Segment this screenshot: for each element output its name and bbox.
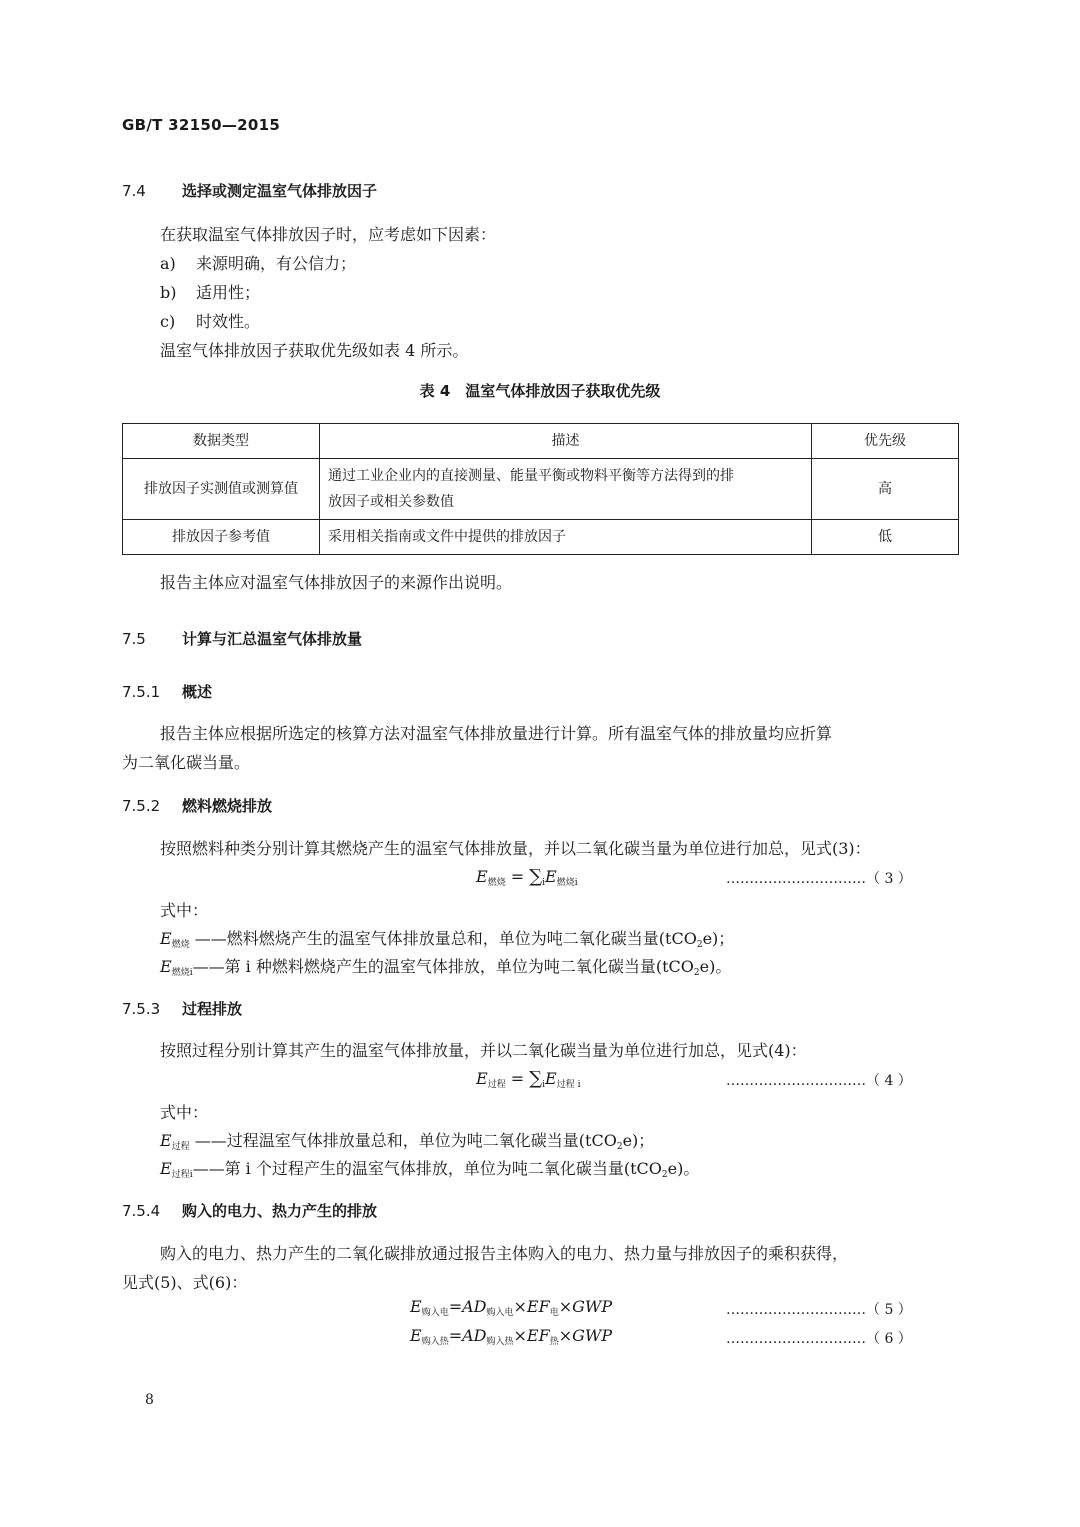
list-marker: c) — [160, 312, 176, 331]
section-heading-7-5 — [122, 628, 362, 649]
equation-leader — [726, 1299, 912, 1319]
def-subscript: 过程 — [171, 1142, 190, 1152]
list-text: 来源明确，有公信力； — [196, 254, 357, 273]
def-subscript: 过程i — [171, 1170, 193, 1180]
formula-subscript: 过程 i — [556, 1080, 581, 1090]
section-number: 7.5.2 — [122, 797, 161, 815]
formula-subscript: 热 — [549, 1337, 559, 1347]
paragraph: 在获取温室气体排放因子时，应考虑如下因素： — [160, 225, 497, 244]
sum-symbol: ∑ — [529, 1068, 543, 1089]
table-cell: 排放因子实测值或测算值 — [123, 459, 320, 520]
table-header-cell: 数据类型 — [123, 424, 320, 459]
equation-number: （ 3 ） — [866, 871, 912, 887]
section-number: 7.5 — [122, 630, 146, 648]
def-subscript: 2 — [696, 940, 703, 950]
equation-number: （ 5 ） — [866, 1302, 912, 1318]
formula-subscript: 燃烧 — [487, 878, 506, 888]
formula-symbol: E — [545, 1069, 557, 1088]
def-symbol: E — [160, 1131, 172, 1150]
section-number: 7.4 — [122, 182, 146, 200]
equation-leader — [726, 1328, 912, 1348]
table-cell: 低 — [812, 520, 959, 555]
table-cell — [320, 459, 812, 520]
def-subscript: 燃烧 — [171, 940, 190, 950]
section-heading-7-5-3 — [122, 998, 242, 1019]
table-cell: 高 — [812, 459, 959, 520]
formula-subscript: 购入电 — [421, 1308, 449, 1318]
leader-dots: ………………………… — [726, 1331, 866, 1347]
formula-subscript: i — [542, 1080, 546, 1090]
formula-6 — [410, 1326, 612, 1347]
paragraph: 为二氧化碳当量。 — [122, 753, 251, 772]
def-text: e)； — [702, 929, 735, 948]
def-text: ——第 i 种燃料燃烧产生的温室气体排放，单位为吨二氧化碳当量(tCO — [192, 957, 694, 976]
def-text: e)。 — [699, 957, 732, 976]
where-label: 式中： — [160, 1103, 209, 1122]
paragraph: 报告主体应根据所选定的核算方法对温室气体排放量进行计算。所有温室气体的排放量均应折算 — [160, 724, 833, 743]
paragraph: 按照过程分别计算其产生的温室气体排放量，并以二氧化碳当量为单位进行加总，见式(4)： — [160, 1041, 807, 1060]
where-label: 式中： — [160, 901, 209, 920]
section-title: 过程排放 — [182, 1000, 243, 1018]
equation-leader — [726, 1070, 912, 1090]
def-subscript: 2 — [661, 1170, 668, 1180]
equation-number: （ 4 ） — [866, 1073, 912, 1089]
formula-5 — [410, 1297, 612, 1318]
formula-symbol: E — [476, 1069, 488, 1088]
list-item — [160, 280, 260, 303]
paragraph: 报告主体应对温室气体排放因子的来源作出说明。 — [160, 573, 513, 592]
sum-symbol: ∑ — [529, 866, 543, 887]
section-title: 选择或测定温室气体排放因子 — [182, 182, 378, 200]
paragraph: 见式(5)、式(6)： — [122, 1273, 248, 1292]
formula-4 — [476, 1068, 580, 1090]
leader-dots: ………………………… — [726, 1302, 866, 1318]
formula-subscript: i — [542, 878, 546, 888]
page-number: 8 — [145, 1392, 154, 1408]
symbol-definition — [160, 954, 731, 978]
section-heading-7-5-4 — [122, 1200, 377, 1221]
formula-term: =AD — [448, 1297, 487, 1316]
formula-3 — [476, 866, 578, 888]
list-item — [160, 309, 260, 332]
cell-line: 通过工业企业内的直接测量、能量平衡或物料平衡等方法得到的排 — [328, 468, 734, 484]
formula-operator: = — [510, 867, 525, 886]
list-text: 适用性； — [196, 283, 261, 302]
symbol-definition — [160, 1156, 699, 1180]
section-title: 计算与汇总温室气体排放量 — [182, 630, 363, 648]
def-symbol: E — [160, 1159, 172, 1178]
paragraph: 按照燃料种类分别计算其燃烧产生的温室气体排放量，并以二氧化碳当量为单位进行加总，见式(3)： — [160, 839, 871, 858]
section-title: 燃料燃烧排放 — [182, 797, 273, 815]
formula-symbol: E — [410, 1326, 422, 1345]
cell-line: 采用相关指南或文件中提供的排放因子 — [328, 529, 566, 545]
formula-subscript: 购入电 — [486, 1308, 514, 1318]
formula-operator: = — [510, 1069, 525, 1088]
symbol-definition — [160, 1128, 654, 1152]
section-number: 7.5.1 — [122, 683, 161, 701]
section-title: 购入的电力、热力产生的排放 — [182, 1202, 378, 1220]
standard-number: GB/T 32150—2015 — [122, 116, 281, 134]
leader-dots: ………………………… — [726, 871, 866, 887]
formula-term: ×EF — [513, 1326, 550, 1345]
def-text: e)； — [622, 1131, 655, 1150]
cell-line: 放因子或相关参数值 — [328, 494, 454, 510]
def-text: e)。 — [667, 1159, 700, 1178]
def-symbol: E — [160, 929, 172, 948]
formula-subscript: 购入热 — [421, 1337, 449, 1347]
table-header-cell: 优先级 — [812, 424, 959, 459]
formula-term: ×EF — [513, 1297, 550, 1316]
def-subscript: 燃烧i — [171, 968, 193, 978]
formula-subscript: 电 — [549, 1308, 559, 1318]
symbol-definition — [160, 926, 734, 950]
formula-symbol: E — [410, 1297, 422, 1316]
table-row — [123, 520, 959, 555]
table-header-row — [123, 424, 959, 459]
table-caption: 表 4 温室气体排放因子获取优先级 — [419, 382, 661, 400]
def-subscript: 2 — [693, 968, 700, 978]
paragraph: 温室气体排放因子获取优先级如表 4 所示。 — [160, 341, 469, 360]
def-subscript: 2 — [616, 1142, 623, 1152]
section-heading-7-5-2 — [122, 795, 272, 816]
formula-subscript: 购入热 — [486, 1337, 514, 1347]
formula-symbol: E — [545, 867, 557, 886]
list-item — [160, 251, 356, 274]
list-marker: a) — [160, 254, 176, 273]
formula-term: =AD — [448, 1326, 487, 1345]
section-heading-7-4 — [122, 180, 377, 201]
formula-subscript: 燃烧i — [556, 878, 578, 888]
section-title: 概述 — [182, 683, 213, 701]
table-cell — [320, 520, 812, 555]
table-cell: 排放因子参考值 — [123, 520, 320, 555]
def-symbol: E — [160, 957, 172, 976]
equation-leader — [726, 868, 912, 888]
def-text: ——过程温室气体排放量总和，单位为吨二氧化碳当量(tCO — [194, 1131, 617, 1150]
def-text: ——第 i 个过程产生的温室气体排放，单位为吨二氧化碳当量(tCO — [192, 1159, 662, 1178]
table-header-cell: 描述 — [320, 424, 812, 459]
section-number: 7.5.3 — [122, 1000, 161, 1018]
priority-table — [122, 423, 959, 555]
formula-term: ×GWP — [558, 1326, 613, 1345]
list-marker: b) — [160, 283, 177, 302]
formula-subscript: 过程 — [487, 1080, 506, 1090]
leader-dots: ………………………… — [726, 1073, 866, 1089]
section-heading-7-5-1 — [122, 681, 212, 702]
formula-symbol: E — [476, 867, 488, 886]
formula-term: ×GWP — [558, 1297, 613, 1316]
table-row — [123, 459, 959, 520]
equation-number: （ 6 ） — [866, 1331, 912, 1347]
list-text: 时效性。 — [196, 312, 261, 331]
def-text: ——燃料燃烧产生的温室气体排放量总和，单位为吨二氧化碳当量(tCO — [194, 929, 697, 948]
section-number: 7.5.4 — [122, 1202, 161, 1220]
paragraph: 购入的电力、热力产生的二氧化碳排放通过报告主体购入的电力、热力量与排放因子的乘积获得， — [160, 1244, 849, 1263]
